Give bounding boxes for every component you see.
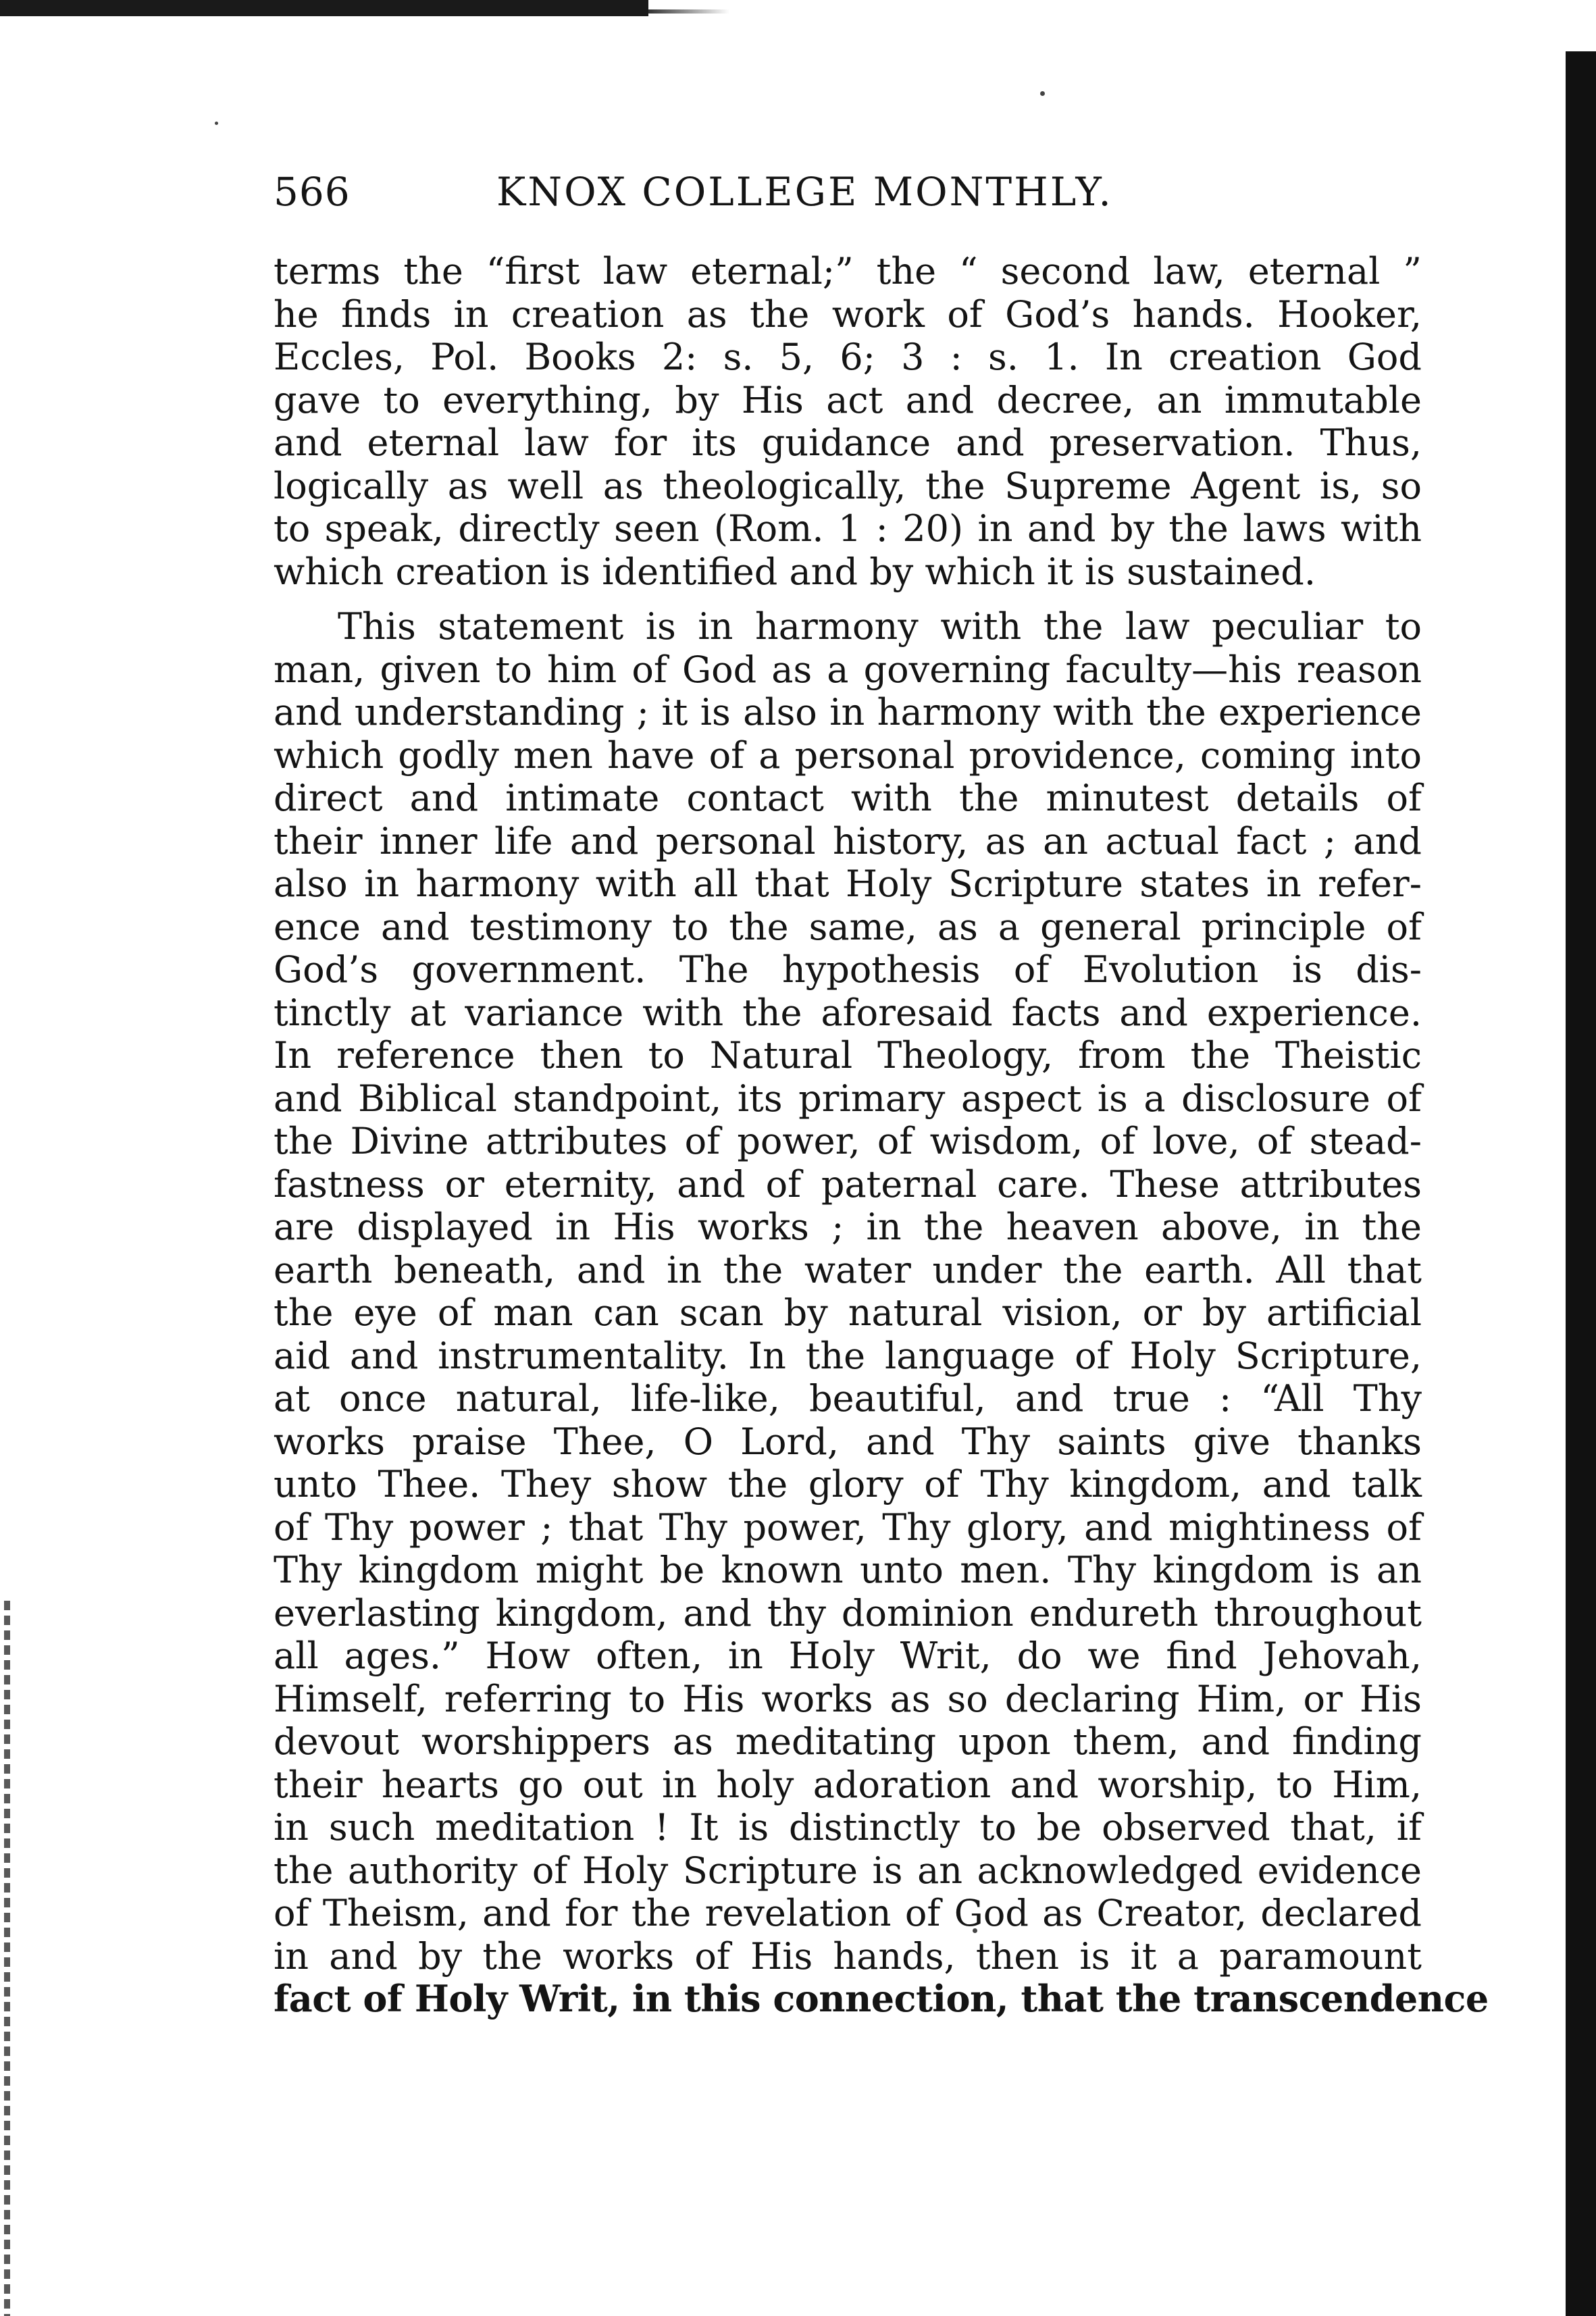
text-line: ence and testimony to the same, as a general principle of (274, 905, 1422, 948)
text-line: the authority of Holy Scripture is an acknowledged evidence (274, 1849, 1422, 1892)
text-line: the Divine attributes of power, of wisdom, of love, of stead- (274, 1120, 1422, 1162)
text-line: which creation is identified and by which it is sustained. (274, 550, 1316, 593)
text-line: and understanding ; it is also in harmony with the experience (274, 691, 1422, 734)
text-line: In reference then to Natural Theology, from the Theistic (274, 1034, 1422, 1077)
text-line: direct and intimate contact with the minutest details of (274, 777, 1422, 819)
text-line: Eccles, Pol. Books 2: s. 5, 6; 3 : s. 1. In creation God (274, 336, 1422, 378)
text-line: he finds in creation as the work of God’s hands. Hooker, (274, 292, 1422, 336)
text-line: man, given to him of God as a governing faculty—his reason (274, 648, 1422, 691)
text-line: and Biblical standpoint, its primary aspect is a disclosure of (274, 1077, 1422, 1120)
text-line: aid and instrumentality. In the language of Holy Scripture, (274, 1334, 1422, 1377)
text-line: are displayed in His works ; in the heaven above, in the (274, 1206, 1422, 1248)
text-line: everlasting kingdom, and thy dominion endureth throughout (274, 1591, 1422, 1635)
paper-speck (215, 122, 218, 125)
text-line: God’s government. The hypothesis of Evolution is dis- (274, 948, 1422, 991)
paragraph-2 (274, 605, 1489, 2021)
text-line: earth beneath, and in the water under the earth. All that (274, 1248, 1422, 1291)
page-number: 566 (274, 169, 351, 215)
left-scan-edge (4, 1601, 10, 2316)
right-scan-edge (1566, 51, 1596, 2316)
text-line: Himself, referring to His works as so declaring Him, or His (274, 1677, 1422, 1720)
top-edge-rule (0, 0, 648, 16)
document-page (274, 169, 1489, 2021)
text-line: works praise Thee, O Lord, and Thy saints give thanks (274, 1420, 1422, 1463)
paper-speck (1040, 91, 1045, 96)
text-line: at once natural, life-like, beautiful, and true : “All Thy (274, 1377, 1422, 1420)
text-line: and eternal law for its guidance and preservation. Thus, (274, 421, 1422, 464)
text-line: logically as well as theologically, the Supreme Agent is, so (274, 464, 1422, 507)
text-line: terms the “first law eternal;” the “ second law, eternal ” (274, 250, 1422, 292)
text-line: also in harmony with all that Holy Scripture states in refer- (274, 863, 1422, 905)
text-line: fastness or eternity, and of paternal care. These attributes (274, 1162, 1422, 1206)
text-line: their hearts go out in holy adoration and worship, to Him, (274, 1763, 1422, 1806)
text-line: their inner life and personal history, as an actual fact ; and (274, 819, 1422, 863)
text-line: which godly men have of a personal providence, coming into (274, 734, 1422, 777)
text-line: all ages.” How often, in Holy Writ, do we find Jehovah, (274, 1635, 1422, 1677)
text-line: to speak, directly seen (Rom. 1 : 20) in and by the laws with (274, 507, 1422, 550)
text-line: in such meditation ! It is distinctly to be observed that, if (274, 1806, 1422, 1849)
text-line: devout worshippers as meditating upon them, and finding (274, 1720, 1422, 1763)
text-line: This statement is in harmony with the law peculiar to (338, 605, 1422, 648)
paragraph-gap (274, 593, 1422, 605)
top-edge-rule-fade (648, 9, 729, 14)
text-line: of Thy power ; that Thy power, Thy glory, and mightiness of (274, 1506, 1422, 1549)
text-line: in and by the works of His hands, then is it a paramount (274, 1934, 1422, 1978)
text-line: gave to everything, by His act and decree, an immutable (274, 378, 1422, 421)
page-header (274, 169, 1422, 227)
text-line: Thy kingdom might be known unto men. Thy kingdom is an (274, 1549, 1422, 1591)
paragraph-1 (274, 250, 1422, 593)
text-line: the eye of man can scan by natural vision, or by artificial (274, 1291, 1422, 1334)
text-line: fact of Holy Writ, in this connection, that the transcendence (274, 1977, 1489, 2020)
running-head: KNOX COLLEGE MONTHLY. (496, 169, 1113, 215)
text-line: tinctly at variance with the aforesaid facts and experience. (274, 991, 1422, 1034)
text-line: unto Thee. They show the glory of Thy kingdom, and talk (274, 1463, 1422, 1506)
text-line: of Theism, and for the revelation of God as Creator, declared (274, 1892, 1422, 1934)
